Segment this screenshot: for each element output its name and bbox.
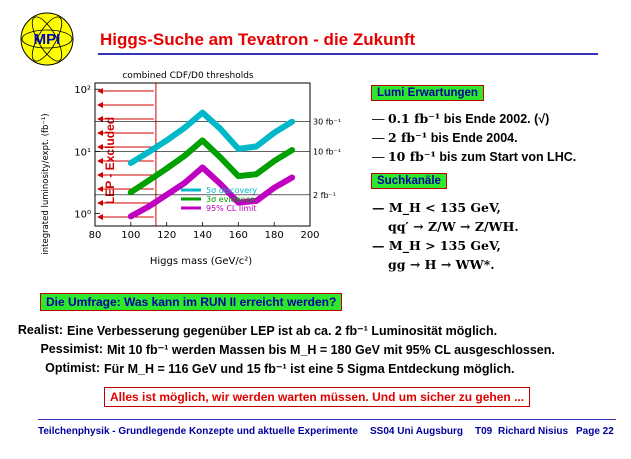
reference-line-label: 30 fb⁻¹ bbox=[313, 117, 342, 127]
scenario-label: Pessimist: bbox=[40, 342, 103, 356]
chart-ylabel: integrated luminosity/expt. (fb⁻¹) bbox=[41, 113, 51, 255]
data-point bbox=[165, 139, 167, 141]
data-point bbox=[148, 205, 150, 207]
lumi-item bbox=[372, 111, 549, 126]
search-channels-label: Suchkanäle bbox=[371, 173, 447, 189]
footer-term: SS04 Uni Augsburg bbox=[370, 426, 463, 437]
bullet-dash: — bbox=[372, 131, 385, 145]
x-tick-label: 80 bbox=[88, 230, 102, 241]
plot-frame bbox=[95, 83, 310, 226]
chart-xlabel: Higgs mass (GeV/c²) bbox=[149, 256, 253, 267]
x-tick-label: 160 bbox=[228, 230, 248, 241]
data-point bbox=[237, 148, 239, 150]
scenario-label: Optimist: bbox=[45, 361, 100, 375]
lumi-text: bis zum Start von LHC. bbox=[439, 150, 577, 164]
data-point bbox=[237, 175, 239, 177]
x-tick-label: 140 bbox=[192, 230, 213, 241]
scenario-text: Für M_H = 116 GeV und 15 fb⁻¹ ist eine 5 Sigma Entdeckung möglich. bbox=[104, 362, 515, 376]
data-point bbox=[219, 156, 221, 158]
data-point bbox=[273, 187, 275, 189]
scenario-label: Realist: bbox=[17, 323, 63, 337]
data-point bbox=[273, 160, 275, 162]
logo-text: MPI bbox=[33, 31, 61, 48]
data-point bbox=[255, 145, 257, 147]
data-point bbox=[255, 173, 257, 175]
x-tick-label: 100 bbox=[121, 230, 141, 241]
reference-line-label: 10 fb⁻¹ bbox=[313, 147, 342, 157]
excluded-arrowhead bbox=[97, 214, 103, 220]
lumi-value: 10 fb⁻¹ bbox=[387, 149, 436, 164]
data-point bbox=[219, 128, 221, 130]
x-tick-label: 180 bbox=[264, 230, 284, 241]
footer-author: Richard Nisius bbox=[498, 426, 569, 437]
data-point bbox=[201, 111, 203, 113]
footer-divider bbox=[38, 419, 616, 420]
footer-course: Teilchenphysik - Grundlegende Konzepte und aktuelle Experimente bbox=[38, 426, 358, 437]
channel-line: — M_H > 135 GeV, bbox=[372, 238, 501, 253]
scenario-text: Eine Verbesserung gegenüber LEP ist ab ca. 2 fb⁻¹ Luminosität möglich. bbox=[67, 324, 498, 338]
data-point bbox=[291, 149, 293, 151]
data-point bbox=[165, 167, 167, 169]
channel-line: qq′ → Z/W → Z/WH. bbox=[388, 219, 519, 234]
y-tick-label: 10¹ bbox=[74, 147, 91, 159]
data-point bbox=[130, 191, 132, 193]
channel-line: gg → H → WW*. bbox=[388, 257, 495, 272]
data-point bbox=[130, 162, 132, 164]
lumi-value: 0.1 fb⁻¹ bbox=[387, 111, 441, 126]
lumi-text: bis Ende 2002. (√) bbox=[443, 112, 550, 126]
bullet-dash: — bbox=[372, 112, 385, 126]
data-point bbox=[148, 151, 150, 153]
footer-code: T09 bbox=[475, 426, 493, 437]
footer-page: Page 22 bbox=[576, 426, 614, 437]
reference-line-label: 2 fb⁻¹ bbox=[313, 190, 336, 200]
data-point bbox=[291, 121, 293, 123]
legend-label: 95% CL limit bbox=[206, 204, 257, 213]
excluded-label: LEP - Excluded bbox=[103, 116, 117, 205]
data-point bbox=[183, 182, 185, 184]
lumi-expectations-label: Lumi Erwartungen bbox=[371, 85, 484, 101]
lumi-item bbox=[372, 149, 576, 164]
data-point bbox=[291, 176, 293, 178]
data-point bbox=[255, 200, 257, 202]
x-tick-label: 200 bbox=[300, 230, 320, 241]
x-tick-label: 120 bbox=[157, 230, 177, 241]
excluded-arrowhead bbox=[97, 102, 103, 108]
y-tick-label: 10⁰ bbox=[74, 209, 91, 221]
data-point bbox=[183, 127, 185, 129]
data-point bbox=[201, 139, 203, 141]
data-point bbox=[219, 183, 221, 185]
scenario-text: Mit 10 fb⁻¹ werden Massen bis M_H = 180 GeV mit 95% CL ausgeschlossen. bbox=[107, 343, 555, 357]
lumi-text: bis Ende 2004. bbox=[430, 131, 518, 145]
data-point bbox=[130, 215, 132, 217]
channel-line: — M_H < 135 GeV, bbox=[372, 200, 501, 215]
lumi-value: 2 fb⁻¹ bbox=[387, 130, 428, 145]
legend-label: 3σ evidence bbox=[206, 195, 255, 204]
mpi-logo bbox=[18, 10, 76, 68]
legend-label: 5σ discovery bbox=[206, 186, 258, 195]
chart-title: combined CDF/D0 thresholds bbox=[122, 71, 254, 81]
lumi-item bbox=[372, 130, 518, 145]
bullet-dash: — bbox=[372, 150, 385, 164]
data-point bbox=[165, 194, 167, 196]
data-point bbox=[273, 131, 275, 133]
series-line bbox=[131, 113, 292, 163]
luminosity-chart bbox=[38, 66, 342, 274]
data-point bbox=[183, 155, 185, 157]
survey-question: Die Umfrage: Was kann im RUN II erreicht werden? bbox=[40, 293, 342, 311]
data-point bbox=[201, 166, 203, 168]
title-divider bbox=[98, 53, 598, 55]
data-point bbox=[148, 179, 150, 181]
conclusion-box: Alles ist möglich, wir werden warten müssen. Und um sicher zu gehen ... bbox=[104, 387, 530, 407]
slide-title: Higgs-Suche am Tevatron - die Zukunft bbox=[100, 30, 416, 49]
y-tick-label: 10² bbox=[74, 85, 91, 97]
